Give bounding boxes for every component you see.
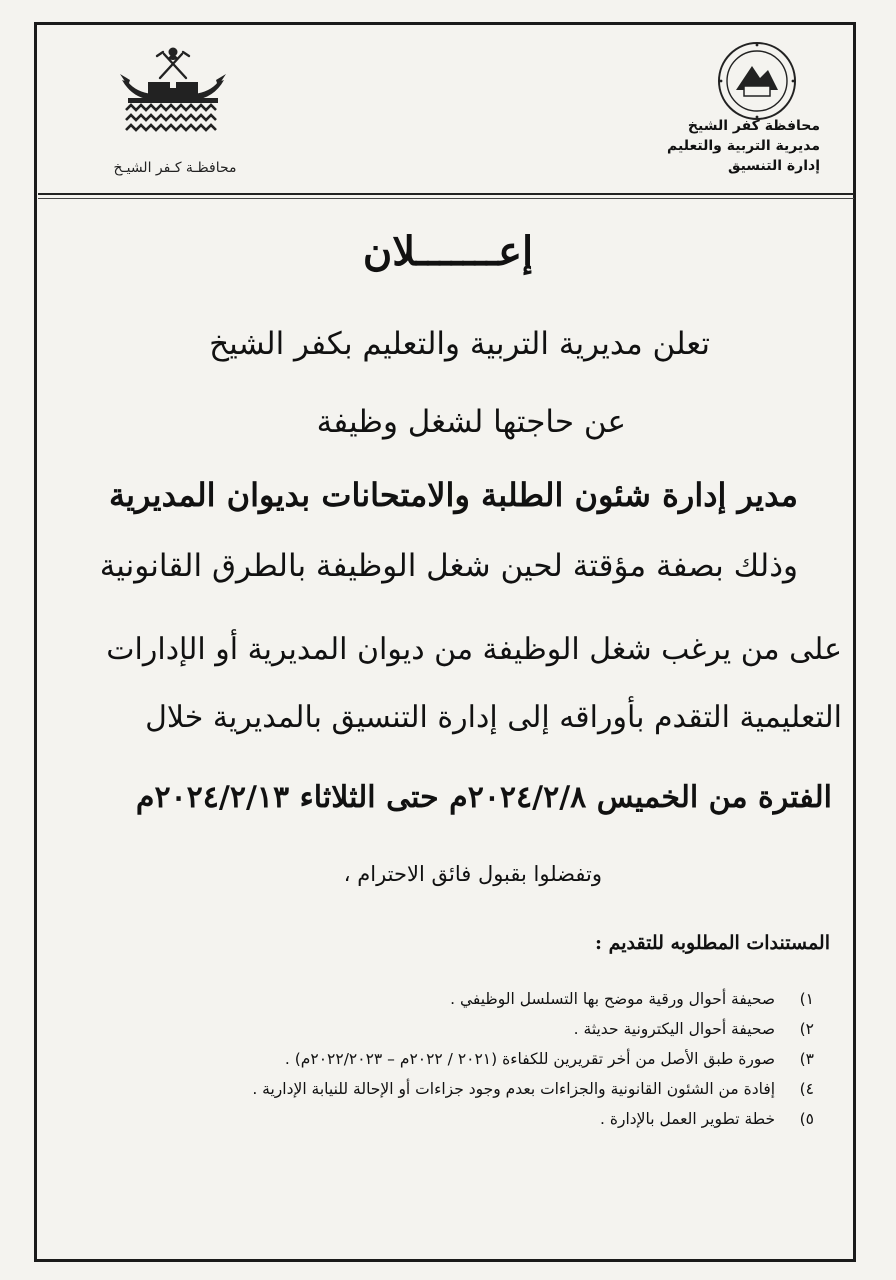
document-number: ٢) (799, 1020, 814, 1038)
closing-line: وتفضلوا بقبول فائق الاحترام ، (343, 862, 602, 886)
announcement-title: إعـــــــلان (362, 228, 534, 275)
directorate-seal-icon (716, 40, 798, 122)
document-text: صورة طبق الأصل من أخر تقريرين للكفاءة (٢٠٢١ / ٢٠٢٢م – ٢٠٢٢/٢٠٢٣م) . (284, 1050, 776, 1068)
body-line-4: وذلك بصفة مؤقتة لحين شغل الوظيفة بالطرق القانونية (99, 548, 798, 584)
document-text: صحيفة أحوال ورقية موضح بها التسلسل الوظيفي . (450, 990, 776, 1008)
body-line-5: على من يرغب شغل الوظيفة من ديوان المديرية أو الإدارات (106, 632, 842, 667)
document-number: ٣) (799, 1050, 814, 1068)
document-number: ٥) (799, 1110, 814, 1128)
document-text: إفادة من الشئون القانونية والجزاءات بعدم وجود جزاءات أو الإحالة للنيابة الإدارية . (252, 1080, 776, 1098)
left-governorate-name: محافظـة كـفر الشيـخ (113, 160, 237, 176)
body-line-6: التعليمية التقدم بأوراقه إلى إدارة التنسيق بالمديرية خلال (145, 700, 842, 735)
document-item (74, 984, 814, 1014)
document-text: خطة تطوير العمل بالإدارة . (600, 1110, 776, 1128)
required-documents-heading: المستندات المطلوبه للتقديم : (594, 932, 830, 954)
document-number: ١) (799, 990, 814, 1008)
body-line-2: عن حاجتها لشغل وظيفة (316, 404, 626, 440)
header-divider (38, 193, 854, 195)
header-line-directorate: مديرية التربية والتعليم (667, 138, 820, 154)
application-period-line: الفترة من الخميس ٢٠٢٤/٢/٨م حتى الثلاثاء ٢٠٢٤/٢/١٣م (135, 780, 832, 815)
governorate-emblem-icon (108, 40, 238, 140)
required-documents-list (74, 984, 814, 1134)
directorate-header (620, 116, 820, 176)
job-title-line: مدير إدارة شئون الطلبة والامتحانات بديوان المديرية (108, 476, 798, 514)
header-line-department: إدارة التنسيق (727, 158, 820, 174)
header-line-governorate: محافظة كفر الشيخ (687, 118, 820, 134)
document-item (74, 1044, 814, 1074)
body-line-1: تعلن مديرية التربية والتعليم بكفر الشيخ (209, 326, 710, 362)
document-item (74, 1014, 814, 1044)
document-number: ٤) (799, 1080, 814, 1098)
document-text: صحيفة أحوال اليكترونية حديثة . (573, 1020, 776, 1038)
document-item (74, 1074, 814, 1104)
document-item (74, 1104, 814, 1134)
header-divider-thin (38, 198, 854, 199)
